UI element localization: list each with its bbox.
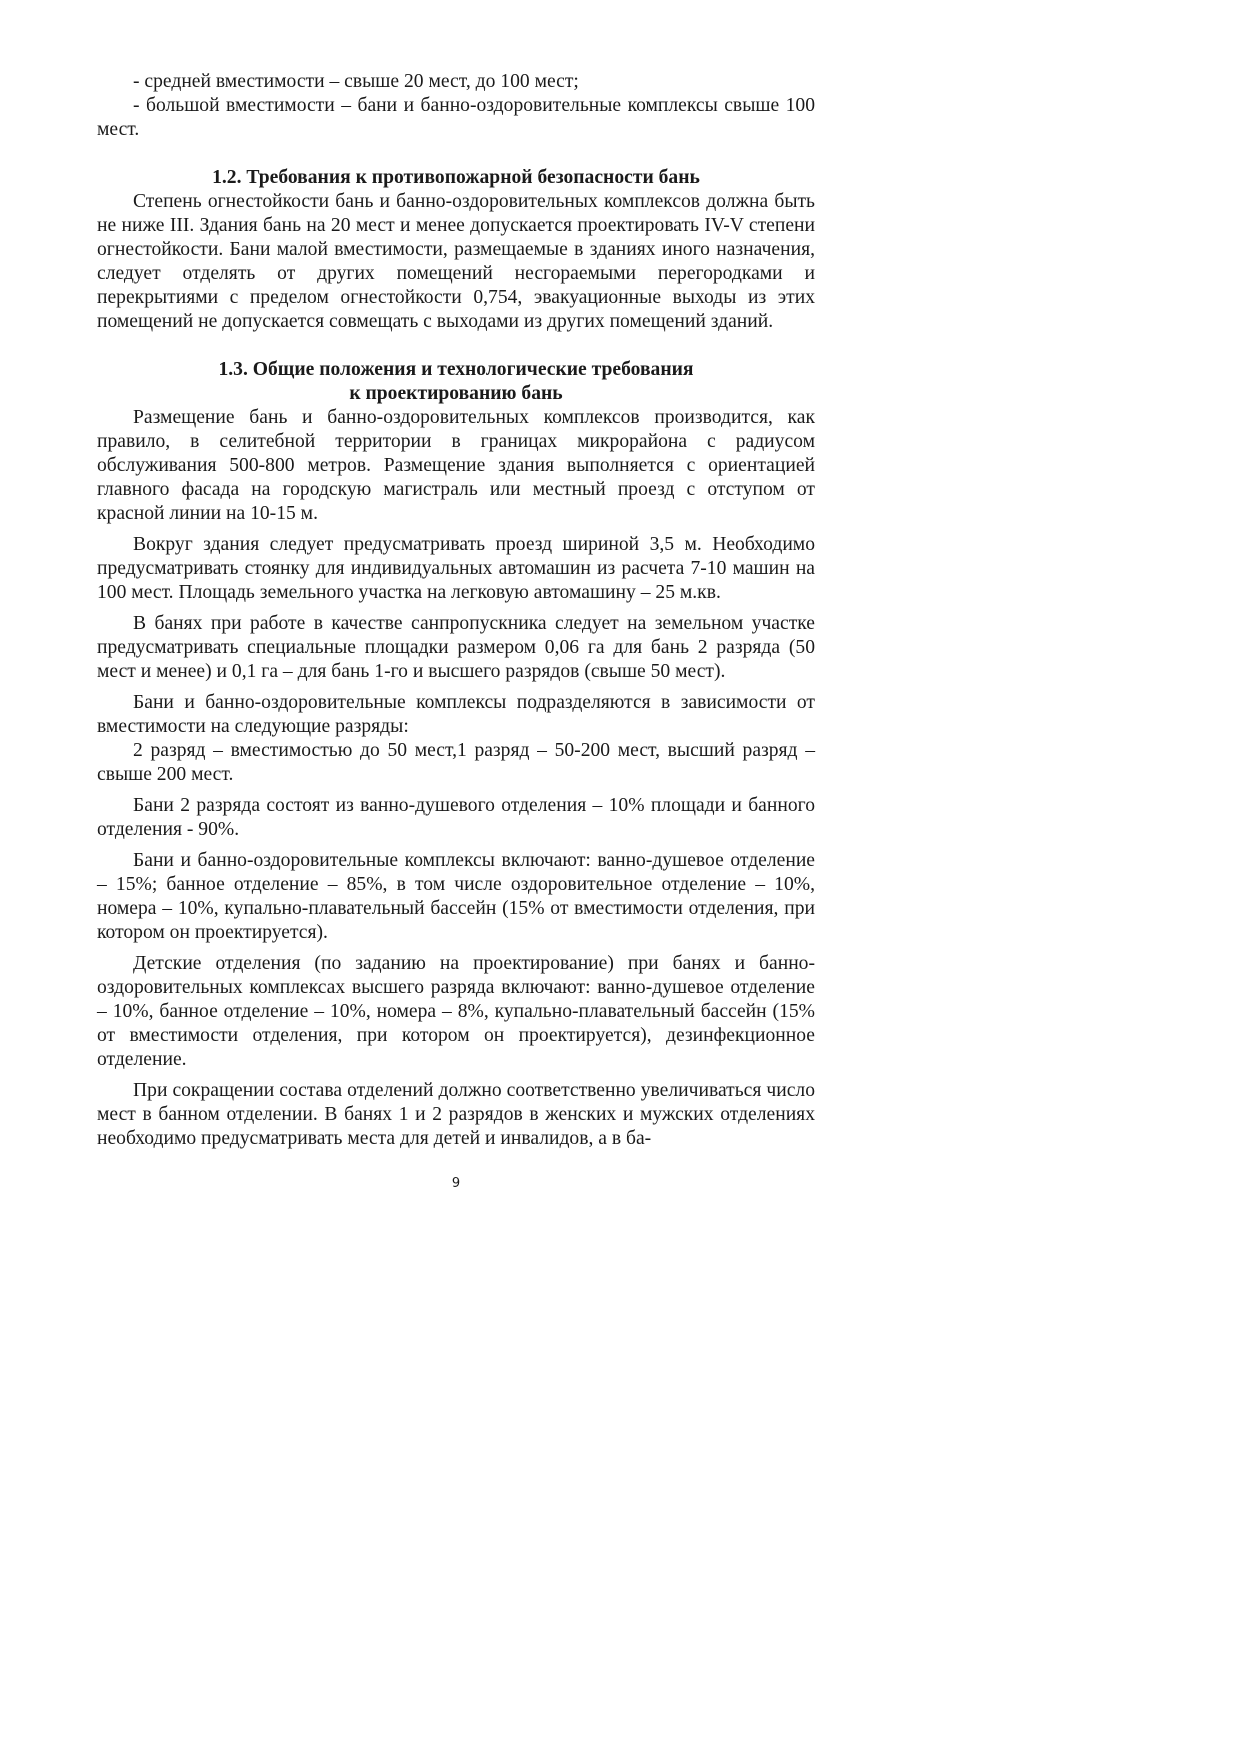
section-1-2-paragraph: Степень огнестойкости бань и банно-оздоровительных комплексов должна быть не ниже III. Здания бань на 20 мест и менее допускается проектировать IV-V степени огнестойкости. Бани малой вместимости, размещаемые в зданиях иного назначения, следует отделять от других помещений несгораемыми перегородками и перекрытиями с пределом огнестойкости 0,754, эвакуационные выходы из этих помещений не допускается совмещать с выходами из других помещений зданий. — [97, 191, 815, 332]
list-item-large-capacity: - большой вместимости – бани и банно-оздоровительные комплексы свыше 100 мест. — [97, 95, 815, 140]
section-heading-1-3-line2: к проектированию бань — [349, 383, 563, 404]
list-item-medium-capacity: - средней вместимости – свыше 20 мест, до 100 мест; — [133, 71, 579, 92]
paragraph-placement: Размещение бань и банно-оздоровительных комплексов производится, как правило, в селитебной территории в границах микрорайона с радиусом обслуживания 500-800 метров. Размещение здания выполняется с ориентацией главного фасада на городскую магистраль или местный проезд с отступом от красной линии на 10-15 м. — [97, 407, 815, 524]
paragraph-children-departments: Детские отделения (по заданию на проектирование) при банях и банно-оздоровительных комплексах высшего разряда включают: ванно-душевое отделение – 10%, банное отделение – 10%, номера – 8%, купально-плавательный бассейн (15% от вместимости отделения, при котором он проектируется), дезинфекционное отделение. — [97, 953, 815, 1070]
paragraph-categories-intro: Бани и банно-оздоровительные комплексы подразделяются в зависимости от вместимости на следующие разряды: — [97, 692, 815, 737]
paragraph-reduced-composition: При сокращении состава отделений должно соответственно увеличиваться число мест в банном отделении. В банях 1 и 2 разрядов в женских и мужских отделениях необходимо предусматривать места для детей и инвалидов, а в ба- — [97, 1080, 815, 1149]
paragraph-sanitary-checkpoint: В банях при работе в качестве санпропускника следует на земельном участке предусматривать специальные площадки размером 0,06 га для бань 2 разряда (50 мест и менее) и 0,1 га – для бань 1-го и высшего разрядов (свыше 50 мест). — [97, 613, 815, 682]
page-content — [97, 70, 815, 1151]
paragraph-complex-composition: Бани и банно-оздоровительные комплексы включают: ванно-душевое отделение – 15%; банное отделение – 85%, в том числе оздоровительное отделение – 10%, номера – 10%, купально-плавательный бассейн (15% от вместимости отделения, при котором он проектируется). — [97, 850, 815, 943]
paragraph-driveway-parking: Вокруг здания следует предусматривать проезд шириной 3,5 м. Необходимо предусматривать стоянку для индивидуальных автомашин из расчета 7-10 машин на 100 мест. Площадь земельного участка на легковую автомашину – 25 м.кв. — [97, 534, 815, 603]
paragraph-categories-list: 2 разряд – вместимостью до 50 мест,1 разряд – 50-200 мест, высший разряд – свыше 200 мест. — [97, 740, 815, 785]
paragraph-category-2-composition: Бани 2 разряда состоят из ванно-душевого отделения – 10% площади и банного отделения - 90%. — [97, 795, 815, 840]
section-heading-1-3 — [97, 358, 815, 406]
section-heading-1-2: 1.2. Требования к противопожарной безопасности бань — [212, 167, 700, 188]
section-heading-1-3-line1: 1.3. Общие положения и технологические требования — [218, 359, 694, 380]
page-number: 9 — [451, 1176, 461, 1191]
